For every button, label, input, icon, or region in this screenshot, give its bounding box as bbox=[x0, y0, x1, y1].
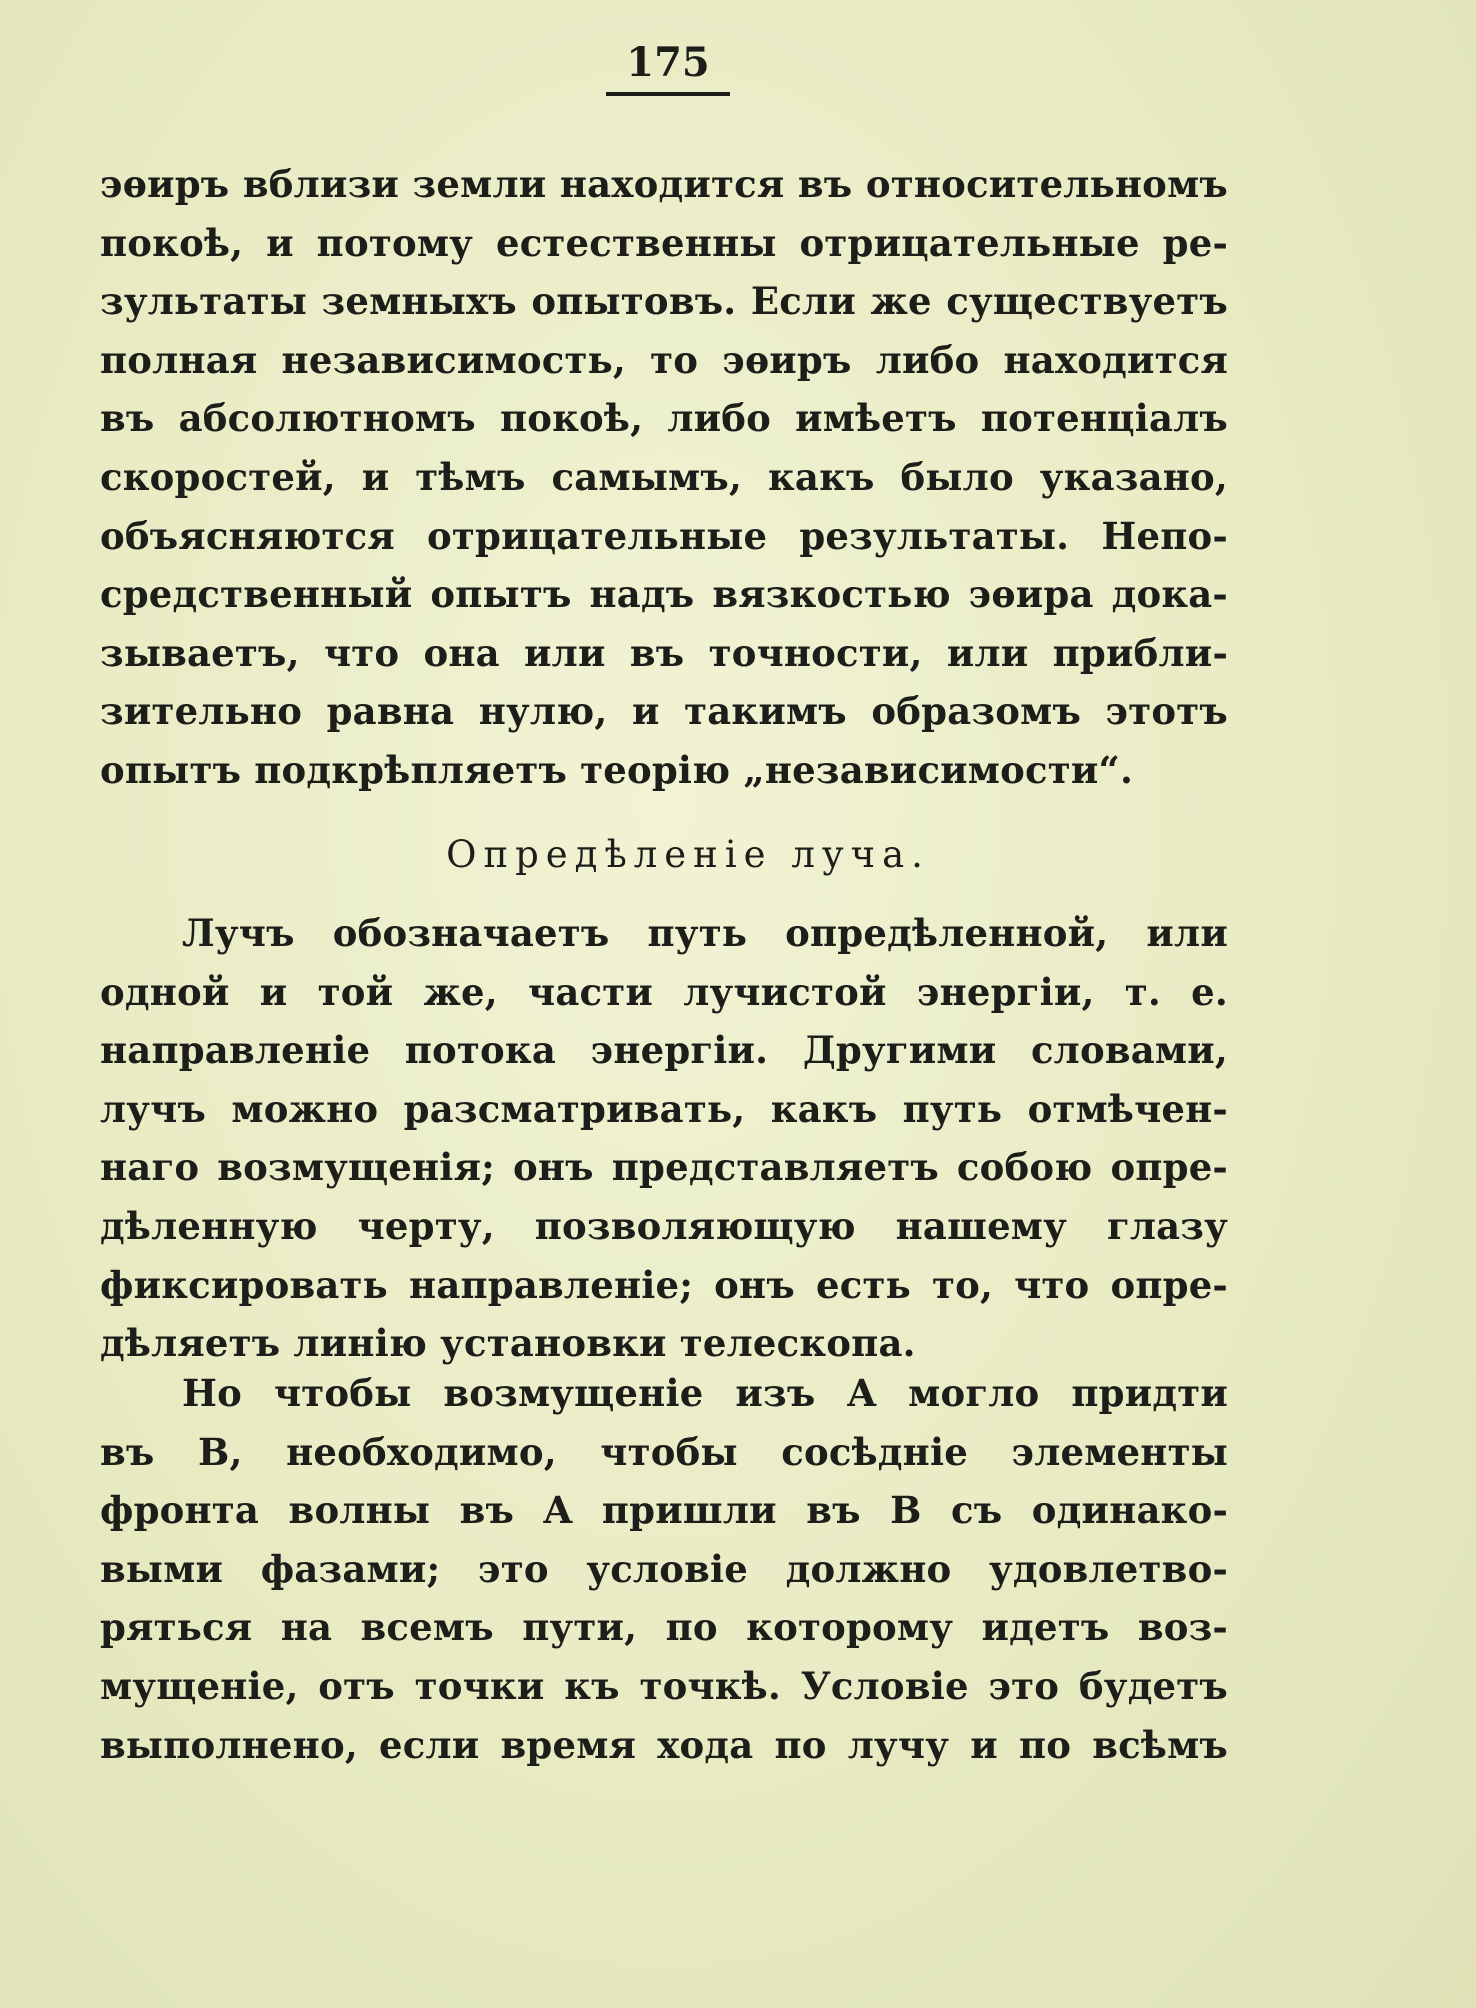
section-heading: Опредѣленіе луча. bbox=[446, 833, 930, 876]
text-line: дѣленную черту, позволяющую нашему глазу bbox=[100, 1203, 1228, 1248]
text-line: въ абсолютномъ покоѣ, либо имѣетъ потенціалъ bbox=[100, 396, 1228, 441]
text-line: зультаты земныхъ опытовъ. Если же существуетъ bbox=[100, 279, 1228, 324]
text-line: выми фазами; это условіе должно удовлетво- bbox=[100, 1546, 1228, 1591]
text-line: выполнено, если время хода по лучу и по всѣмъ bbox=[100, 1722, 1228, 1767]
text-line: фронта волны въ A пришли въ B съ одинако- bbox=[100, 1488, 1228, 1533]
text-line: фиксировать направленіе; онъ есть то, что опре- bbox=[100, 1262, 1228, 1307]
text-line: ряться на всемъ пути, по которому идетъ воз- bbox=[100, 1605, 1228, 1650]
page-number: 175 bbox=[626, 39, 710, 86]
text-line: зительно равна нулю, и такимъ образомъ этотъ bbox=[100, 689, 1228, 734]
text-line: покоѣ, и потому естественны отрицательные ре- bbox=[100, 220, 1228, 265]
text-line: эѳиръ вблизи земли находится въ относительномъ bbox=[100, 162, 1228, 206]
text-line: полная независимость, то эѳиръ либо находится bbox=[100, 337, 1228, 382]
paragraph-1 bbox=[100, 155, 1228, 800]
text-line: наго возмущенія; онъ представляетъ собою опре- bbox=[100, 1145, 1228, 1190]
text-line: Но чтобы возмущеніе изъ A могло придти bbox=[182, 1371, 1228, 1415]
text-line: зываетъ, что она или въ точности, или прибли- bbox=[100, 630, 1228, 675]
text-line: дѣляетъ линію установки телескопа. bbox=[100, 1321, 916, 1366]
text-line: направленіе потока энергіи. Другими словами, bbox=[100, 1028, 1228, 1073]
text-line: объясняются отрицательные результаты. Непо- bbox=[100, 513, 1228, 558]
text-line: одной и той же, части лучистой энергіи, т. е. bbox=[100, 969, 1228, 1014]
text-line: мущеніе, отъ точки къ точкѣ. Условіе это будетъ bbox=[100, 1663, 1228, 1708]
text-line: лучъ можно разсматривать, какъ путь отмѣчен- bbox=[100, 1086, 1228, 1131]
paragraph-2 bbox=[100, 904, 1228, 1373]
text-line: въ B, необходимо, чтобы сосѣдніе элементы bbox=[100, 1429, 1228, 1474]
paragraph-3 bbox=[100, 1364, 1228, 1774]
text-line: Лучъ обозначаетъ путь опредѣленной, или bbox=[182, 911, 1228, 955]
text-line: скоростей, и тѣмъ самымъ, какъ было указано, bbox=[100, 454, 1228, 499]
text-line: средственный опытъ надъ вязкостью эѳира дока- bbox=[100, 572, 1228, 617]
text-line: опытъ подкрѣпляетъ теорію „независимости“. bbox=[100, 747, 1134, 792]
page-number-rule bbox=[606, 92, 730, 96]
